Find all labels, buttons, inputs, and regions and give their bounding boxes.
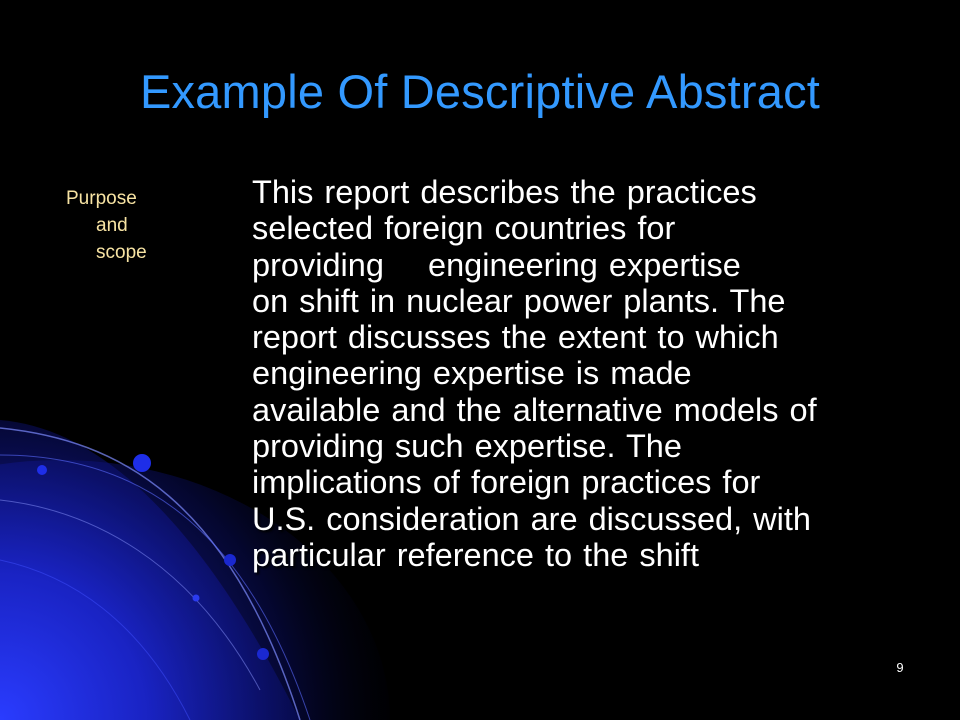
side-label	[66, 185, 176, 266]
page-number: 9	[896, 660, 904, 675]
body-line: providing such expertise. The	[252, 428, 682, 465]
side-label-scope: scope	[96, 242, 147, 263]
body-line: report discusses the extent to which	[252, 319, 779, 356]
slide-title: Example Of Descriptive Abstract	[139, 65, 821, 118]
abstract-body	[252, 174, 942, 573]
body-line: implications of foreign practices for	[252, 464, 761, 501]
dot-5	[193, 595, 200, 602]
body-line: available and the alternative models of	[252, 391, 817, 428]
body-line: This report describes the practices	[252, 174, 757, 210]
body-line: engineering expertise is made	[252, 355, 692, 392]
body-line: particular reference to the shift	[252, 536, 699, 573]
dot-3	[224, 554, 236, 566]
body-line: providing engineering expertise	[252, 246, 741, 283]
side-label-and: and	[96, 215, 128, 236]
body-line: on shift in nuclear power plants. The	[252, 282, 786, 319]
side-label-purpose: Purpose	[66, 188, 137, 209]
dot-2	[37, 465, 47, 475]
dot-1	[133, 454, 151, 472]
body-line: selected foreign countries for	[252, 210, 676, 247]
dot-4	[257, 648, 269, 660]
body-line: U.S. consideration are discussed, with	[252, 500, 811, 537]
